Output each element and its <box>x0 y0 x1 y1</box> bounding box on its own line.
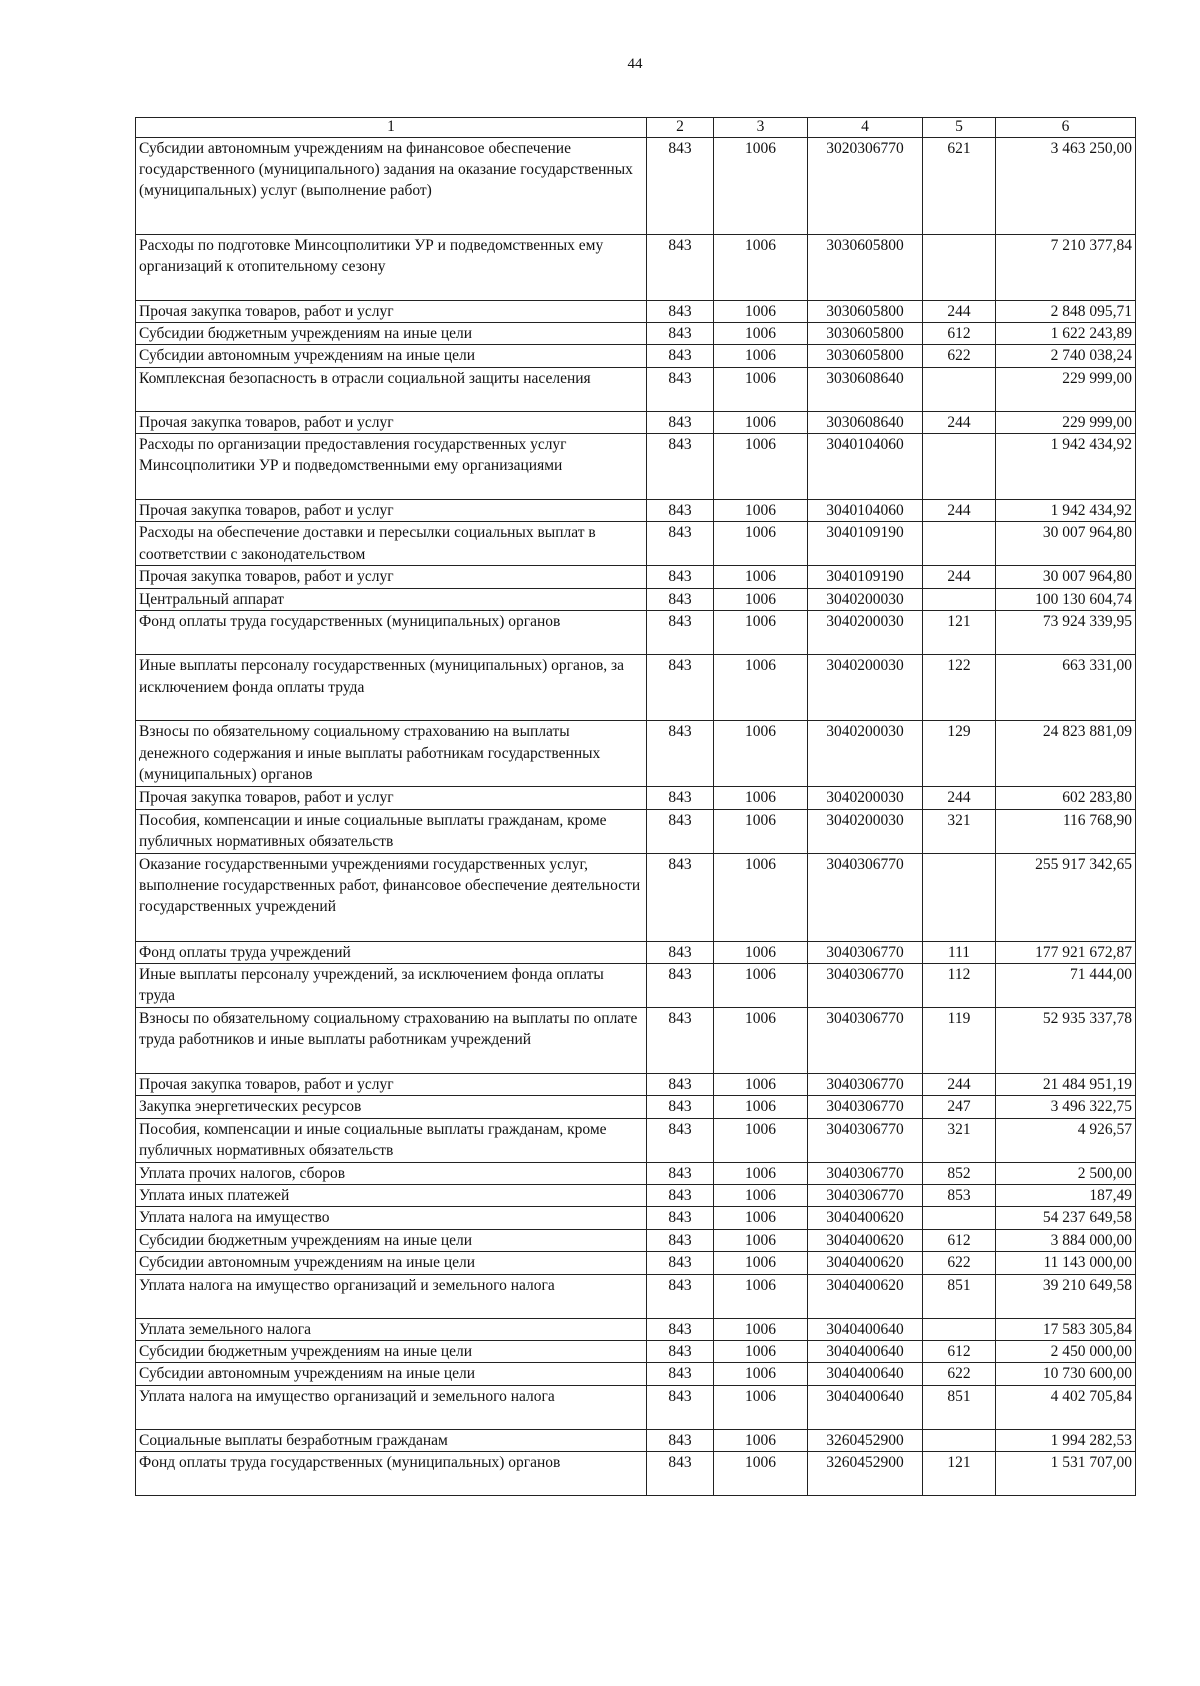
admin-code: 843 <box>647 500 714 522</box>
row-name: Фонд оплаты труда государственных (муниципальных) органов <box>136 611 647 655</box>
amount: 7 210 377,84 <box>996 234 1136 300</box>
section-code: 1006 <box>714 1363 808 1385</box>
expense-type-code: 621 <box>923 137 996 234</box>
target-article-code: 3030605800 <box>808 322 923 344</box>
column-number-header: 5 <box>923 118 996 138</box>
row-name: Взносы по обязательному социальному страхованию на выплаты денежного содержания и иные выплаты работникам государственных (муниципальных) органов <box>136 721 647 787</box>
admin-code: 843 <box>647 853 714 941</box>
row-name: Взносы по обязательному социальному страхованию на выплаты по оплате труда работников и иные выплаты работникам учреждений <box>136 1007 647 1073</box>
amount: 1 622 243,89 <box>996 322 1136 344</box>
admin-code: 843 <box>647 1185 714 1207</box>
admin-code: 843 <box>647 1385 714 1429</box>
amount: 100 130 604,74 <box>996 588 1136 610</box>
admin-code: 843 <box>647 345 714 367</box>
amount: 1 942 434,92 <box>996 434 1136 500</box>
row-name: Уплата налога на имущество организаций и земельного налога <box>136 1274 647 1318</box>
expense-type-code: 851 <box>923 1385 996 1429</box>
table-row <box>136 500 1136 522</box>
target-article-code: 3040306770 <box>808 1096 923 1118</box>
admin-code: 843 <box>647 1096 714 1118</box>
target-article-code: 3040306770 <box>808 1185 923 1207</box>
table-row <box>136 1340 1136 1362</box>
expense-type-code: 244 <box>923 566 996 588</box>
table-row <box>136 853 1136 941</box>
target-article-code: 3030605800 <box>808 300 923 322</box>
expense-type-code <box>923 1207 996 1229</box>
target-article-code: 3040104060 <box>808 434 923 500</box>
expense-type-code: 612 <box>923 322 996 344</box>
expense-type-code <box>923 588 996 610</box>
target-article-code: 3040200030 <box>808 809 923 853</box>
admin-code: 843 <box>647 411 714 433</box>
target-article-code: 3260452900 <box>808 1429 923 1451</box>
admin-code: 843 <box>647 300 714 322</box>
section-code: 1006 <box>714 500 808 522</box>
admin-code: 843 <box>647 234 714 300</box>
target-article-code: 3040200030 <box>808 611 923 655</box>
target-article-code: 3260452900 <box>808 1452 923 1496</box>
table-row <box>136 522 1136 566</box>
target-article-code: 3040400620 <box>808 1252 923 1274</box>
amount: 30 007 964,80 <box>996 522 1136 566</box>
row-name: Субсидии бюджетным учреждениям на иные цели <box>136 1229 647 1251</box>
table-row <box>136 1118 1136 1162</box>
amount: 229 999,00 <box>996 411 1136 433</box>
amount: 71 444,00 <box>996 963 1136 1007</box>
section-code: 1006 <box>714 941 808 963</box>
amount: 1 942 434,92 <box>996 500 1136 522</box>
section-code: 1006 <box>714 809 808 853</box>
column-number-header: 3 <box>714 118 808 138</box>
admin-code: 843 <box>647 611 714 655</box>
admin-code: 843 <box>647 137 714 234</box>
expense-type-code: 612 <box>923 1229 996 1251</box>
table-row <box>136 1318 1136 1340</box>
expense-type-code <box>923 434 996 500</box>
section-code: 1006 <box>714 1118 808 1162</box>
table-row <box>136 434 1136 500</box>
table-row <box>136 1073 1136 1095</box>
table-row <box>136 1207 1136 1229</box>
row-name: Расходы по подготовке Минсоцполитики УР и подведомственных ему организаций к отопительному сезону <box>136 234 647 300</box>
amount: 187,49 <box>996 1185 1136 1207</box>
target-article-code: 3040306770 <box>808 1073 923 1095</box>
row-name: Центральный аппарат <box>136 588 647 610</box>
expense-type-code: 321 <box>923 1118 996 1162</box>
row-name: Прочая закупка товаров, работ и услуг <box>136 787 647 809</box>
target-article-code: 3040400640 <box>808 1385 923 1429</box>
amount: 2 450 000,00 <box>996 1340 1136 1362</box>
row-name: Иные выплаты персоналу государственных (муниципальных) органов, за исключением фонда оплаты труда <box>136 655 647 721</box>
section-code: 1006 <box>714 1252 808 1274</box>
amount: 11 143 000,00 <box>996 1252 1136 1274</box>
section-code: 1006 <box>714 566 808 588</box>
expense-type-code: 612 <box>923 1340 996 1362</box>
section-code: 1006 <box>714 963 808 1007</box>
target-article-code: 3040400640 <box>808 1318 923 1340</box>
section-code: 1006 <box>714 1340 808 1362</box>
row-name: Расходы на обеспечение доставки и пересылки социальных выплат в соответствии с законодательством <box>136 522 647 566</box>
expense-type-code: 121 <box>923 1452 996 1496</box>
amount: 1 994 282,53 <box>996 1429 1136 1451</box>
admin-code: 843 <box>647 1118 714 1162</box>
admin-code: 843 <box>647 809 714 853</box>
admin-code: 843 <box>647 1229 714 1251</box>
row-name: Субсидии автономным учреждениям на иные цели <box>136 1363 647 1385</box>
admin-code: 843 <box>647 1363 714 1385</box>
column-number-header: 6 <box>996 118 1136 138</box>
section-code: 1006 <box>714 853 808 941</box>
target-article-code: 3040306770 <box>808 963 923 1007</box>
table-row <box>136 611 1136 655</box>
section-code: 1006 <box>714 1162 808 1184</box>
section-code: 1006 <box>714 300 808 322</box>
expense-type-code: 321 <box>923 809 996 853</box>
table-row <box>136 1429 1136 1451</box>
target-article-code: 3040200030 <box>808 655 923 721</box>
admin-code: 843 <box>647 434 714 500</box>
table-row <box>136 411 1136 433</box>
admin-code: 843 <box>647 1162 714 1184</box>
amount: 229 999,00 <box>996 367 1136 411</box>
section-code: 1006 <box>714 787 808 809</box>
table-row <box>136 300 1136 322</box>
amount: 24 823 881,09 <box>996 721 1136 787</box>
section-code: 1006 <box>714 1207 808 1229</box>
row-name: Иные выплаты персоналу учреждений, за исключением фонда оплаты труда <box>136 963 647 1007</box>
section-code: 1006 <box>714 411 808 433</box>
section-code: 1006 <box>714 721 808 787</box>
row-name: Уплата налога на имущество <box>136 1207 647 1229</box>
admin-code: 843 <box>647 588 714 610</box>
table-row <box>136 809 1136 853</box>
expense-type-code <box>923 1318 996 1340</box>
target-article-code: 3040104060 <box>808 500 923 522</box>
section-code: 1006 <box>714 1385 808 1429</box>
amount: 3 463 250,00 <box>996 137 1136 234</box>
row-name: Расходы по организации предоставления государственных услуг Минсоцполитики УР и подведомственными ему организациями <box>136 434 647 500</box>
table-row <box>136 322 1136 344</box>
expense-type-code: 119 <box>923 1007 996 1073</box>
target-article-code: 3030605800 <box>808 345 923 367</box>
row-name: Уплата земельного налога <box>136 1318 647 1340</box>
section-code: 1006 <box>714 1318 808 1340</box>
table-row <box>136 1274 1136 1318</box>
section-code: 1006 <box>714 1096 808 1118</box>
section-code: 1006 <box>714 1073 808 1095</box>
admin-code: 843 <box>647 1429 714 1451</box>
row-name: Оказание государственными учреждениями государственных услуг, выполнение государственных работ, финансовое обеспечение деятельности государственных учреждений <box>136 853 647 941</box>
target-article-code: 3030608640 <box>808 411 923 433</box>
amount: 4 926,57 <box>996 1118 1136 1162</box>
table-row <box>136 787 1136 809</box>
amount: 10 730 600,00 <box>996 1363 1136 1385</box>
expense-type-code: 244 <box>923 500 996 522</box>
admin-code: 843 <box>647 721 714 787</box>
amount: 21 484 951,19 <box>996 1073 1136 1095</box>
table-row <box>136 963 1136 1007</box>
table-row <box>136 1363 1136 1385</box>
section-code: 1006 <box>714 588 808 610</box>
expense-type-code <box>923 367 996 411</box>
expense-type-code: 853 <box>923 1185 996 1207</box>
amount: 17 583 305,84 <box>996 1318 1136 1340</box>
target-article-code: 3030608640 <box>808 367 923 411</box>
table-row <box>136 1252 1136 1274</box>
table-row <box>136 1096 1136 1118</box>
target-article-code: 3040200030 <box>808 588 923 610</box>
row-name: Прочая закупка товаров, работ и услуг <box>136 1073 647 1095</box>
table-row <box>136 1452 1136 1496</box>
target-article-code: 3040400620 <box>808 1207 923 1229</box>
section-code: 1006 <box>714 345 808 367</box>
row-name: Пособия, компенсации и иные социальные выплаты гражданам, кроме публичных нормативных обязательств <box>136 1118 647 1162</box>
admin-code: 843 <box>647 1452 714 1496</box>
table-row <box>136 941 1136 963</box>
expense-type-code <box>923 1429 996 1451</box>
target-article-code: 3040400640 <box>808 1340 923 1362</box>
section-code: 1006 <box>714 1229 808 1251</box>
section-code: 1006 <box>714 611 808 655</box>
admin-code: 843 <box>647 566 714 588</box>
expense-type-code: 852 <box>923 1162 996 1184</box>
admin-code: 843 <box>647 941 714 963</box>
expense-type-code: 244 <box>923 300 996 322</box>
row-name: Фонд оплаты труда учреждений <box>136 941 647 963</box>
admin-code: 843 <box>647 1340 714 1362</box>
amount: 255 917 342,65 <box>996 853 1136 941</box>
table-body <box>136 137 1136 1496</box>
target-article-code: 3040400620 <box>808 1229 923 1251</box>
expense-type-code: 244 <box>923 411 996 433</box>
expense-type-code: 121 <box>923 611 996 655</box>
section-code: 1006 <box>714 1429 808 1451</box>
table-row <box>136 1007 1136 1073</box>
admin-code: 843 <box>647 522 714 566</box>
amount: 602 283,80 <box>996 787 1136 809</box>
target-article-code: 3040200030 <box>808 721 923 787</box>
section-code: 1006 <box>714 1185 808 1207</box>
section-code: 1006 <box>714 137 808 234</box>
amount: 2 740 038,24 <box>996 345 1136 367</box>
table-row <box>136 655 1136 721</box>
amount: 30 007 964,80 <box>996 566 1136 588</box>
table-row <box>136 234 1136 300</box>
row-name: Субсидии бюджетным учреждениям на иные цели <box>136 322 647 344</box>
expense-type-code: 622 <box>923 1252 996 1274</box>
row-name: Уплата прочих налогов, сборов <box>136 1162 647 1184</box>
row-name: Социальные выплаты безработным гражданам <box>136 1429 647 1451</box>
target-article-code: 3040306770 <box>808 1007 923 1073</box>
table-row <box>136 1385 1136 1429</box>
row-name: Прочая закупка товаров, работ и услуг <box>136 411 647 433</box>
page-number: 44 <box>627 56 643 72</box>
admin-code: 843 <box>647 787 714 809</box>
expense-type-code: 247 <box>923 1096 996 1118</box>
row-name: Фонд оплаты труда государственных (муниципальных) органов <box>136 1452 647 1496</box>
expense-type-code: 129 <box>923 721 996 787</box>
target-article-code: 3040400620 <box>808 1274 923 1318</box>
section-code: 1006 <box>714 322 808 344</box>
amount: 1 531 707,00 <box>996 1452 1136 1496</box>
expense-type-code <box>923 234 996 300</box>
section-code: 1006 <box>714 1007 808 1073</box>
expense-type-code <box>923 522 996 566</box>
table-row <box>136 1162 1136 1184</box>
row-name: Прочая закупка товаров, работ и услуг <box>136 500 647 522</box>
expense-type-code: 244 <box>923 787 996 809</box>
expense-type-code: 112 <box>923 963 996 1007</box>
amount: 3 884 000,00 <box>996 1229 1136 1251</box>
table-row <box>136 566 1136 588</box>
column-number-header: 2 <box>647 118 714 138</box>
expense-type-code: 244 <box>923 1073 996 1095</box>
expense-type-code: 851 <box>923 1274 996 1318</box>
target-article-code: 3040109190 <box>808 522 923 566</box>
row-name: Субсидии автономным учреждениям на финансовое обеспечение государственного (муниципального) задания на оказание государственных (муниципальных) услуг (выполнение работ) <box>136 137 647 234</box>
expense-type-code: 111 <box>923 941 996 963</box>
table-row <box>136 367 1136 411</box>
amount: 2 848 095,71 <box>996 300 1136 322</box>
row-name: Субсидии автономным учреждениям на иные цели <box>136 1252 647 1274</box>
expense-type-code: 622 <box>923 1363 996 1385</box>
admin-code: 843 <box>647 1073 714 1095</box>
amount: 2 500,00 <box>996 1162 1136 1184</box>
amount: 3 496 322,75 <box>996 1096 1136 1118</box>
section-code: 1006 <box>714 434 808 500</box>
amount: 54 237 649,58 <box>996 1207 1136 1229</box>
section-code: 1006 <box>714 367 808 411</box>
target-article-code: 3020306770 <box>808 137 923 234</box>
section-code: 1006 <box>714 1274 808 1318</box>
expense-type-code: 622 <box>923 345 996 367</box>
amount: 663 331,00 <box>996 655 1136 721</box>
amount: 4 402 705,84 <box>996 1385 1136 1429</box>
amount: 52 935 337,78 <box>996 1007 1136 1073</box>
table-row <box>136 588 1136 610</box>
column-number-header: 4 <box>808 118 923 138</box>
target-article-code: 3030605800 <box>808 234 923 300</box>
section-code: 1006 <box>714 234 808 300</box>
row-name: Уплата налога на имущество организаций и земельного налога <box>136 1385 647 1429</box>
expense-type-code <box>923 853 996 941</box>
row-name: Комплексная безопасность в отрасли социальной защиты населения <box>136 367 647 411</box>
expense-type-code: 122 <box>923 655 996 721</box>
amount: 39 210 649,58 <box>996 1274 1136 1318</box>
table-row <box>136 721 1136 787</box>
table-row <box>136 1229 1136 1251</box>
admin-code: 843 <box>647 322 714 344</box>
admin-code: 843 <box>647 1274 714 1318</box>
amount: 73 924 339,95 <box>996 611 1136 655</box>
column-number-header: 1 <box>136 118 647 138</box>
target-article-code: 3040306770 <box>808 941 923 963</box>
admin-code: 843 <box>647 1252 714 1274</box>
admin-code: 843 <box>647 1007 714 1073</box>
row-name: Субсидии бюджетным учреждениям на иные цели <box>136 1340 647 1362</box>
amount: 116 768,90 <box>996 809 1136 853</box>
row-name: Прочая закупка товаров, работ и услуг <box>136 300 647 322</box>
target-article-code: 3040306770 <box>808 1162 923 1184</box>
column-number-row <box>136 118 1136 138</box>
row-name: Прочая закупка товаров, работ и услуг <box>136 566 647 588</box>
admin-code: 843 <box>647 1318 714 1340</box>
budget-table <box>135 117 1136 1496</box>
section-code: 1006 <box>714 1452 808 1496</box>
target-article-code: 3040306770 <box>808 853 923 941</box>
section-code: 1006 <box>714 522 808 566</box>
section-code: 1006 <box>714 655 808 721</box>
row-name: Пособия, компенсации и иные социальные выплаты гражданам, кроме публичных нормативных обязательств <box>136 809 647 853</box>
row-name: Закупка энергетических ресурсов <box>136 1096 647 1118</box>
target-article-code: 3040109190 <box>808 566 923 588</box>
admin-code: 843 <box>647 367 714 411</box>
admin-code: 843 <box>647 655 714 721</box>
target-article-code: 3040400640 <box>808 1363 923 1385</box>
table-row <box>136 345 1136 367</box>
admin-code: 843 <box>647 963 714 1007</box>
row-name: Субсидии автономным учреждениям на иные цели <box>136 345 647 367</box>
target-article-code: 3040200030 <box>808 787 923 809</box>
table-row <box>136 137 1136 234</box>
table-row <box>136 1185 1136 1207</box>
amount: 177 921 672,87 <box>996 941 1136 963</box>
row-name: Уплата иных платежей <box>136 1185 647 1207</box>
admin-code: 843 <box>647 1207 714 1229</box>
target-article-code: 3040306770 <box>808 1118 923 1162</box>
